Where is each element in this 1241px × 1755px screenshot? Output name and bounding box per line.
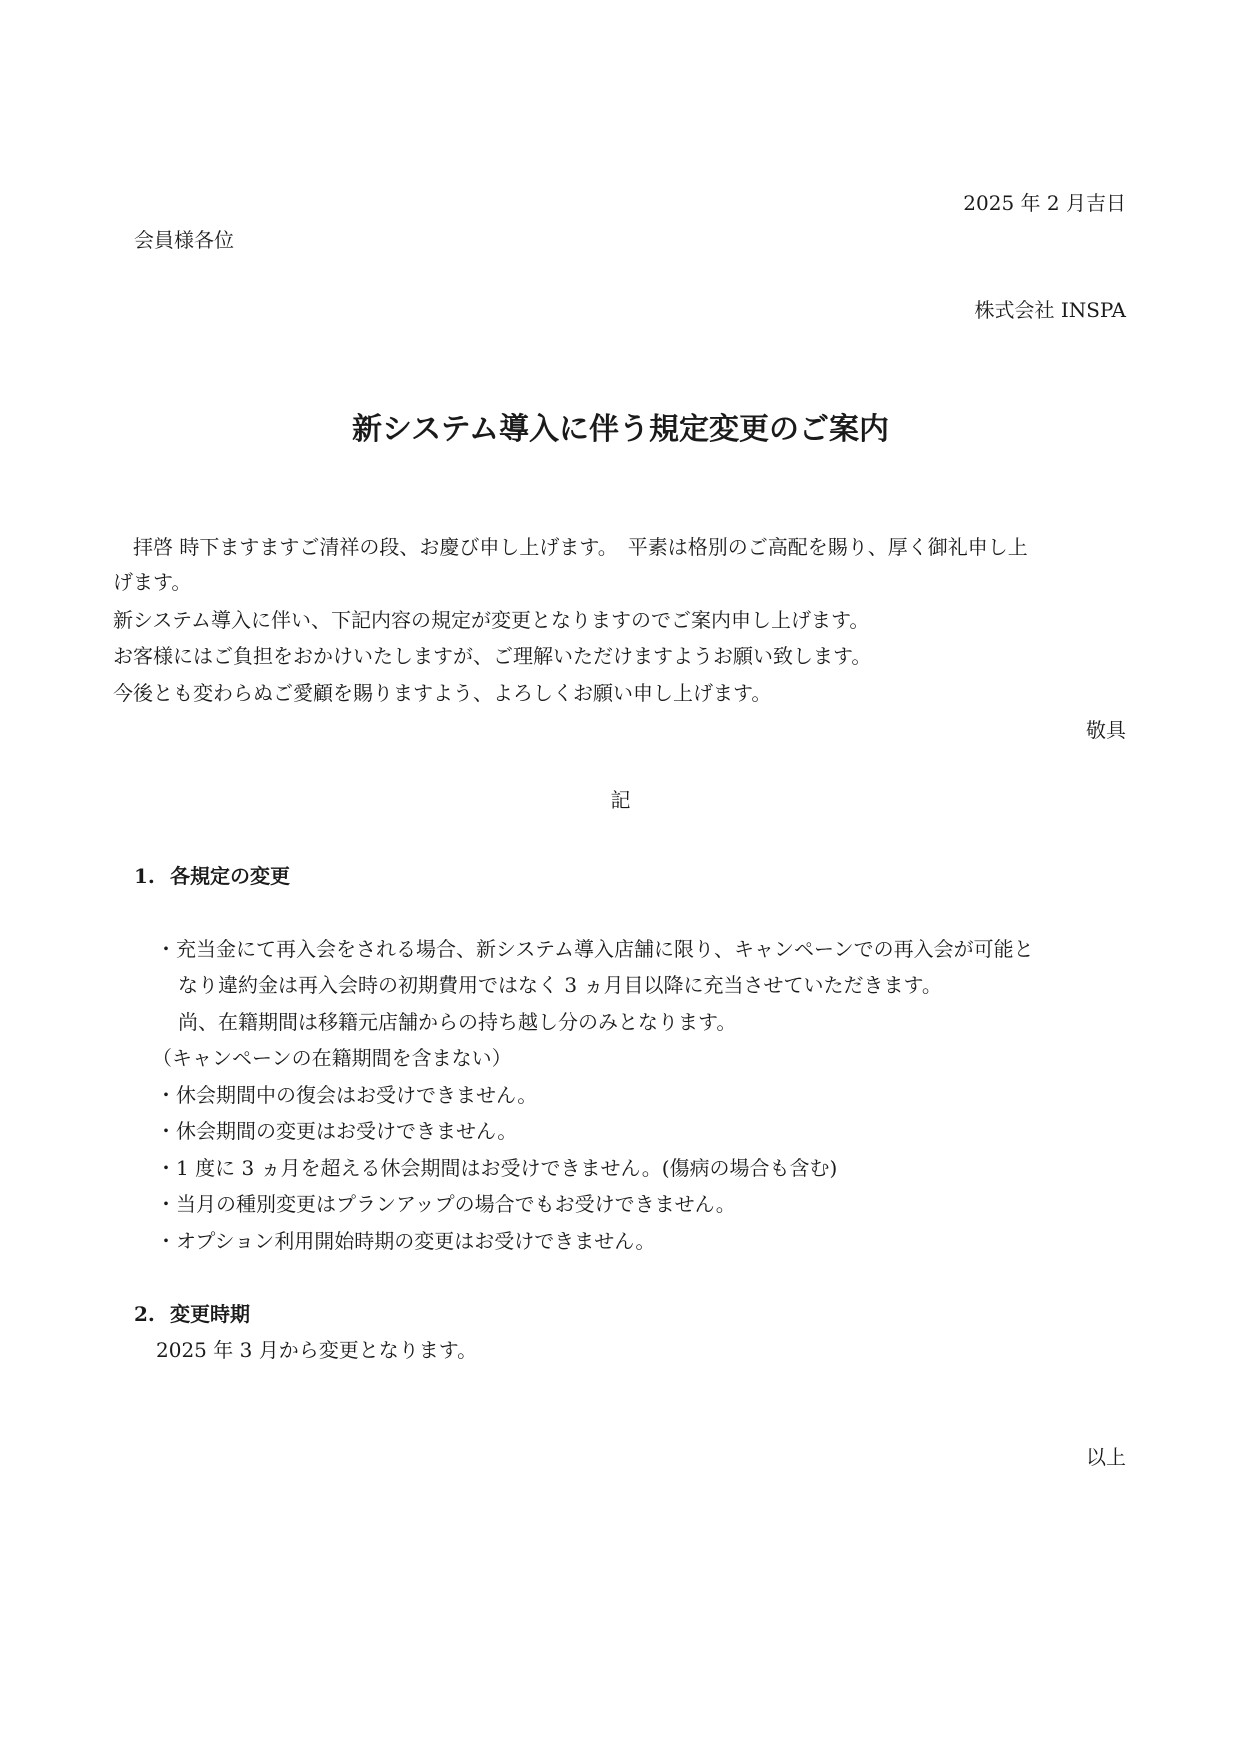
document-date: 2025 年 2 月吉日 [963, 191, 1126, 215]
list-item: ・休会期間の変更はお受けできません。 [156, 1119, 518, 1143]
end-ijou: 以上 [1086, 1445, 1126, 1469]
closing-keigu: 敬具 [1086, 718, 1126, 742]
section-heading [134, 866, 290, 886]
section-title: 各規定の変更 [170, 864, 290, 888]
body-line: 今後とも変わらぬご愛顧を賜りますよう、よろしくお願い申し上げます。 [113, 681, 772, 705]
body-line: 新システム導入に伴い、下記内容の規定が変更となりますのでご案内申し上げます。 [113, 608, 870, 632]
list-item-note: （キャンペーンの在籍期間を含まない） [152, 1046, 512, 1070]
list-item-continuation: なり違約金は再入会時の初期費用ではなく 3 ヵ月目以降に充当させていただきます。 [178, 973, 942, 997]
body-line: お客様にはご負担をおかけいたしますが、ご理解いただけますようお願い致します。 [113, 644, 872, 668]
recipient: 会員様各位 [134, 228, 234, 252]
sender-company: 株式会社 INSPA [974, 298, 1126, 322]
list-item: ・オプション利用開始時期の変更はお受けできません。 [156, 1229, 656, 1253]
list-item: ・充当金にて再入会をされる場合、新システム導入店舗に限り、キャンペーンでの再入会が可能と [156, 937, 1034, 961]
section-heading [134, 1304, 250, 1324]
list-item: ・1 度に 3 ヵ月を超える休会期間はお受けできません。(傷病の場合も含む) [156, 1156, 838, 1180]
section-number: 2. [134, 1302, 155, 1326]
body-line: げます。 [113, 570, 192, 594]
list-item: ・休会期間中の復会はお受けできません。 [156, 1083, 538, 1107]
body-line: 拝啓 時下ますますご清祥の段、お慶び申し上げます。 平素は格別のご高配を賜り、厚く御礼申し上 [113, 535, 1028, 559]
ki-marker: 記 [610, 788, 631, 812]
list-item: ・当月の種別変更はプランアップの場合でもお受けできません。 [156, 1192, 736, 1216]
change-timing-text: 2025 年 3 月から変更となります。 [156, 1338, 478, 1362]
list-item-continuation: 尚、在籍期間は移籍元店舗からの持ち越し分のみとなります。 [178, 1010, 737, 1034]
section-number: 1. [134, 864, 155, 888]
section-title: 変更時期 [170, 1302, 250, 1326]
document-title: 新システム導入に伴う規定変更のご案内 [352, 412, 889, 447]
